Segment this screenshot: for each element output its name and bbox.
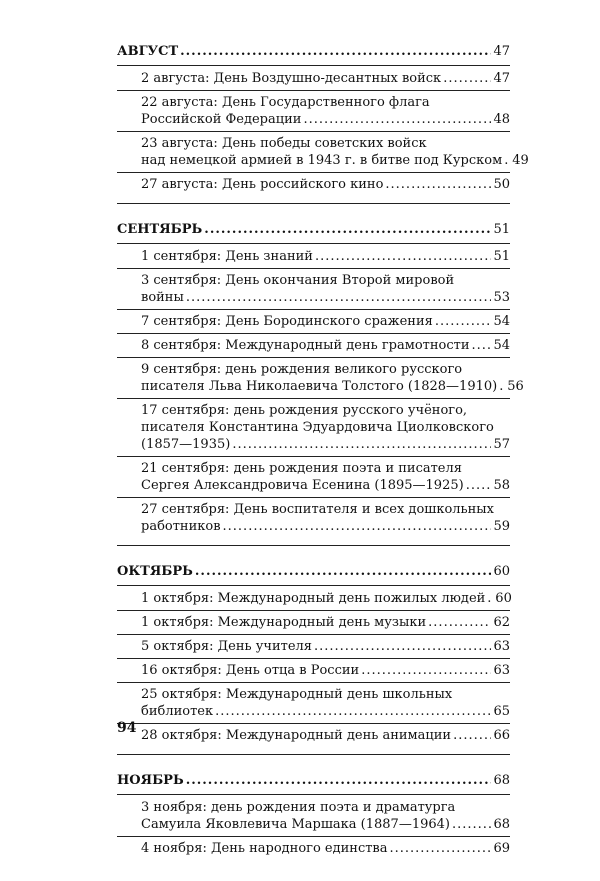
entry-text: Самуила Яковлевича Маршака (1887—1964) bbox=[141, 817, 450, 832]
section-title: СЕНТЯБРЬ bbox=[117, 222, 203, 237]
entry-text: 28 октября: Международный день анимации bbox=[141, 728, 452, 743]
leader-dots bbox=[361, 662, 491, 679]
leader-dots bbox=[435, 313, 492, 330]
section-page: 60 bbox=[493, 564, 510, 579]
entry-text: 27 сентября: День воспитателя и всех дошкольных bbox=[141, 502, 494, 517]
toc-entry[interactable] bbox=[117, 361, 524, 399]
leader-dots bbox=[215, 703, 491, 720]
section-title: ОКТЯБРЬ bbox=[117, 564, 193, 579]
entry-text: 3 сентября: День окончания Второй мировой bbox=[141, 273, 455, 288]
leader-dots bbox=[314, 638, 491, 655]
entry-text: 4 ноября: День народного единства bbox=[141, 841, 388, 856]
toc-entry[interactable] bbox=[117, 70, 510, 91]
entry-page: 51 bbox=[493, 249, 510, 264]
table-of-contents bbox=[117, 40, 529, 881]
entry-text: 3 ноября: день рождения поэта и драматурга bbox=[141, 800, 456, 815]
entry-page: 57 bbox=[493, 437, 510, 452]
toc-entry[interactable] bbox=[117, 799, 510, 837]
leader-dots bbox=[303, 111, 491, 128]
toc-entry[interactable] bbox=[117, 590, 510, 611]
leader-dots bbox=[499, 378, 505, 395]
entry-text: 1 сентября: День знаний bbox=[141, 249, 313, 264]
leader-dots bbox=[453, 727, 491, 744]
leader-dots bbox=[186, 772, 492, 790]
entry-page: 56 bbox=[507, 379, 524, 394]
entry-text: работников bbox=[141, 519, 221, 534]
leader-dots bbox=[186, 289, 492, 306]
entry-page: 66 bbox=[493, 728, 510, 743]
leader-dots bbox=[232, 436, 491, 453]
entry-text: 27 августа: День российского кино bbox=[141, 177, 384, 192]
entry-text: 21 сентября: день рождения поэта и писателя bbox=[141, 461, 462, 476]
entry-text: Сергея Александровича Есенина (1895—1925) bbox=[141, 478, 464, 493]
entry-text: 2 августа: День Воздушно-десантных войск bbox=[141, 71, 442, 86]
toc-entry[interactable] bbox=[117, 460, 510, 498]
entry-page: 65 bbox=[493, 704, 510, 719]
entry-text: Российской Федерации bbox=[141, 112, 302, 127]
leader-dots bbox=[472, 337, 492, 354]
toc-entry[interactable] bbox=[117, 272, 510, 310]
toc-entry[interactable] bbox=[117, 313, 510, 334]
toc-entry[interactable] bbox=[117, 94, 510, 132]
entry-text: писателя Константина Эдуардовича Циолковского bbox=[141, 420, 494, 435]
toc-entry[interactable] bbox=[117, 727, 510, 747]
entry-text: (1857—1935) bbox=[141, 437, 231, 452]
leader-dots bbox=[428, 614, 491, 631]
toc-entry[interactable] bbox=[117, 686, 510, 724]
leader-dots bbox=[504, 152, 510, 169]
entry-text: 8 сентября: Международный день грамотности bbox=[141, 338, 470, 353]
entry-text: над немецкой армией в 1943 г. в битве под Курском bbox=[141, 153, 503, 168]
entry-text: 25 октября: Международный день школьных bbox=[141, 687, 453, 702]
entry-page: 60 bbox=[495, 591, 512, 606]
entry-page: 63 bbox=[493, 663, 510, 678]
toc-entry[interactable] bbox=[117, 176, 510, 196]
leader-dots bbox=[223, 518, 492, 535]
toc-section bbox=[117, 40, 529, 204]
entry-text: 9 сентября: день рождения великого русского bbox=[141, 362, 463, 377]
toc-entry[interactable] bbox=[117, 662, 510, 683]
entry-text: 16 октября: День отца в России bbox=[141, 663, 360, 678]
section-title: АВГУСТ bbox=[117, 44, 179, 59]
leader-dots bbox=[195, 563, 492, 581]
leader-dots bbox=[204, 221, 491, 239]
entry-page: 48 bbox=[493, 112, 510, 127]
entry-page: 54 bbox=[493, 338, 510, 353]
section-heading[interactable] bbox=[117, 769, 510, 795]
entry-text: войны bbox=[141, 290, 184, 305]
toc-entry[interactable] bbox=[117, 501, 510, 538]
section-heading[interactable] bbox=[117, 218, 510, 244]
entry-page: 47 bbox=[493, 71, 510, 86]
toc-section bbox=[117, 218, 524, 546]
entry-page: 54 bbox=[493, 314, 510, 329]
toc-entry[interactable] bbox=[117, 248, 510, 269]
entry-page: 49 bbox=[512, 153, 529, 168]
entry-text: 23 августа: День победы советских войск bbox=[141, 136, 427, 151]
toc-entry[interactable] bbox=[117, 402, 510, 457]
entry-page: 58 bbox=[493, 478, 510, 493]
entry-text: 7 сентября: День Бородинского сражения bbox=[141, 314, 433, 329]
entry-page: 59 bbox=[493, 519, 510, 534]
toc-section bbox=[117, 769, 510, 867]
entry-page: 69 bbox=[493, 841, 510, 856]
entry-text: 5 октября: День учителя bbox=[141, 639, 312, 654]
section-page: 51 bbox=[493, 222, 510, 237]
entry-page: 62 bbox=[493, 615, 510, 630]
section-page: 68 bbox=[493, 773, 510, 788]
leader-dots bbox=[390, 840, 492, 857]
entry-page: 63 bbox=[493, 639, 510, 654]
leader-dots bbox=[180, 43, 491, 61]
page-number: 94 bbox=[117, 720, 137, 736]
entry-page: 50 bbox=[493, 177, 510, 192]
leader-dots bbox=[443, 70, 491, 87]
toc-section bbox=[117, 560, 510, 755]
section-heading[interactable] bbox=[117, 560, 510, 586]
leader-dots bbox=[487, 590, 493, 607]
entry-page: 68 bbox=[493, 817, 510, 832]
leader-dots bbox=[315, 248, 492, 265]
section-page: 47 bbox=[493, 44, 510, 59]
entry-text: библиотек bbox=[141, 704, 214, 719]
leader-dots bbox=[385, 176, 491, 193]
toc-entry[interactable] bbox=[117, 337, 510, 358]
entry-page: 53 bbox=[493, 290, 510, 305]
entry-text: 1 октября: Международный день пожилых людей bbox=[141, 591, 486, 606]
section-heading[interactable] bbox=[117, 40, 510, 66]
entry-text: 17 сентября: день рождения русского учёного, bbox=[141, 403, 468, 418]
section-title: НОЯБРЬ bbox=[117, 773, 184, 788]
toc-entry[interactable] bbox=[117, 135, 529, 173]
entry-text: 1 октября: Международный день музыки bbox=[141, 615, 427, 630]
toc-entry[interactable] bbox=[117, 840, 510, 860]
leader-dots bbox=[466, 477, 492, 494]
entry-text: 22 августа: День Государственного флага bbox=[141, 95, 430, 110]
leader-dots bbox=[452, 816, 491, 833]
toc-entry[interactable] bbox=[117, 614, 510, 635]
toc-entry[interactable] bbox=[117, 638, 510, 659]
entry-text: писателя Льва Николаевича Толстого (1828—1910) bbox=[141, 379, 498, 394]
